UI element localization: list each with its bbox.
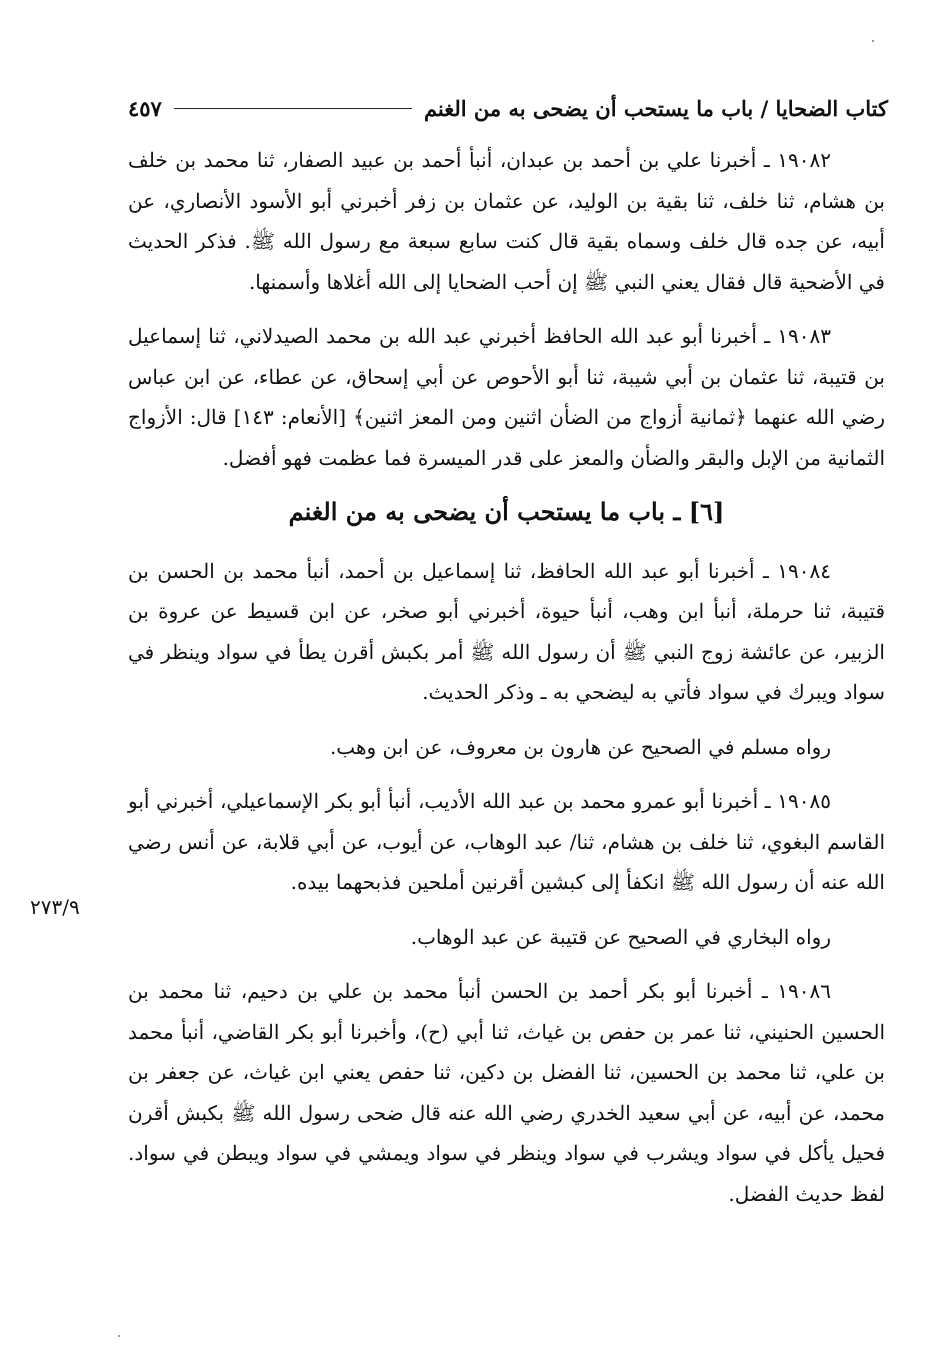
scan-speck	[872, 40, 874, 42]
hadith-19086: ١٩٠٨٦ ـ أخبرنا أبو بكر أحمد بن الحسن أنبأ محمد بن علي بن دحيم، ثنا محمد بن الحسين الحنيني، ثنا عمر بن حفص بن غياث، ثنا أبي (ح)، وأخبرنا أبو بكر القاضي، أنبأ محمد بن علي، ثنا محمد بن الحسين، ثنا الفضل بن دكين، ثنا حفص يعني ابن غياث، عن جعفر بن محمد، عن أبيه، عن أبي سعيد الخدري رضي الله عنه قال ضحى رسول الله ﷺ بكبش أقرن فحيل يأكل في سواد ويشرب في سواد وينظر في سواد ويمشي في سواد ويبطن في سواد. لفظ حديث الفضل.	[128, 979, 885, 1206]
page-body	[128, 140, 885, 1228]
page-number: ٤٥٧	[128, 95, 162, 121]
hadith-19084: ١٩٠٨٤ ـ أخبرنا أبو عبد الله الحافظ، ثنا إسماعيل بن أحمد، أنبأ محمد بن الحسن بن قتيبة، ثنا حرملة، أنبأ ابن وهب، أنبأ حيوة، أخبرني أبو صخر، عن ابن قسيط عن عروة بن الزبير، عن عائشة زوج النبي ﷺ أن رسول الله ﷺ أمر بكبش أقرن يطأ في سواد وينظر في سواد ويبرك في سواد فأتي به ليضحي به ـ وذكر الحديث.	[128, 558, 885, 704]
scan-speck	[118, 1335, 120, 1337]
margin-volume-page-reference: ٢٧٣/٩	[30, 895, 80, 919]
narration-note-muslim: رواه مسلم في الصحيح عن هارون بن معروف، عن ابن وهب.	[329, 734, 831, 759]
chapter-heading: [٦] ـ باب ما يستحب أن يضحى به من الغنم	[288, 497, 725, 526]
hadith-19085: ١٩٠٨٥ ـ أخبرنا أبو عمرو محمد بن عبد الله الأديب، أنبأ أبو بكر الإسماعيلي، أخبرني أبو القاسم البغوي، ثنا خلف بن هشام، ثنا/ عبد الوهاب، عن أيوب، عن أبي قلابة، عن أنس رضي الله عنه أن رسول الله ﷺ انكفأ إلى كبشين أقرنين أملحين فذبحهما بيده.	[128, 789, 885, 894]
page-header	[128, 90, 888, 126]
hadith-19083: ١٩٠٨٣ ـ أخبرنا أبو عبد الله الحافظ أخبرني عبد الله بن محمد الصيدلاني، ثنا إسماعيل بن قتيبة، ثنا عثمان بن أبي شيبة، ثنا أبو الأحوص عن أبي إسحاق، عن عطاء، عن ابن عباس رضي الله عنهما ﴿ثمانية أزواج من الضأن اثنين ومن المعز اثنين﴾ [الأنعام: ١٤٣] قال: الأزواج الثمانية من الإبل والبقر والضأن والمعز على قدر الميسرة فما عظمت فهو أفضل.	[128, 324, 886, 470]
running-title: كتاب الضحايا / باب ما يستحب أن يضحى به من الغنم	[423, 95, 888, 121]
header-rule	[174, 108, 412, 109]
narration-note-bukhari: رواه البخاري في الصحيح عن قتيبة عن عبد الوهاب.	[410, 924, 831, 949]
hadith-19082: ١٩٠٨٢ ـ أخبرنا علي بن أحمد بن عبدان، أنبأ أحمد بن عبيد الصفار، ثنا محمد بن خلف بن هشام، ثنا خلف، ثنا بقية بن الوليد، عن عثمان بن زفر أخبرني أبو الأسود الأنصاري، عن أبيه، عن جده قال خلف وسماه بقية قال كنت سابع سبعة مع رسول الله ﷺ. فذكر الحديث في الأضحية قال فقال يعني النبي ﷺ إن أحب الضحايا إلى الله أغلاها وأسمنها.	[128, 148, 885, 294]
